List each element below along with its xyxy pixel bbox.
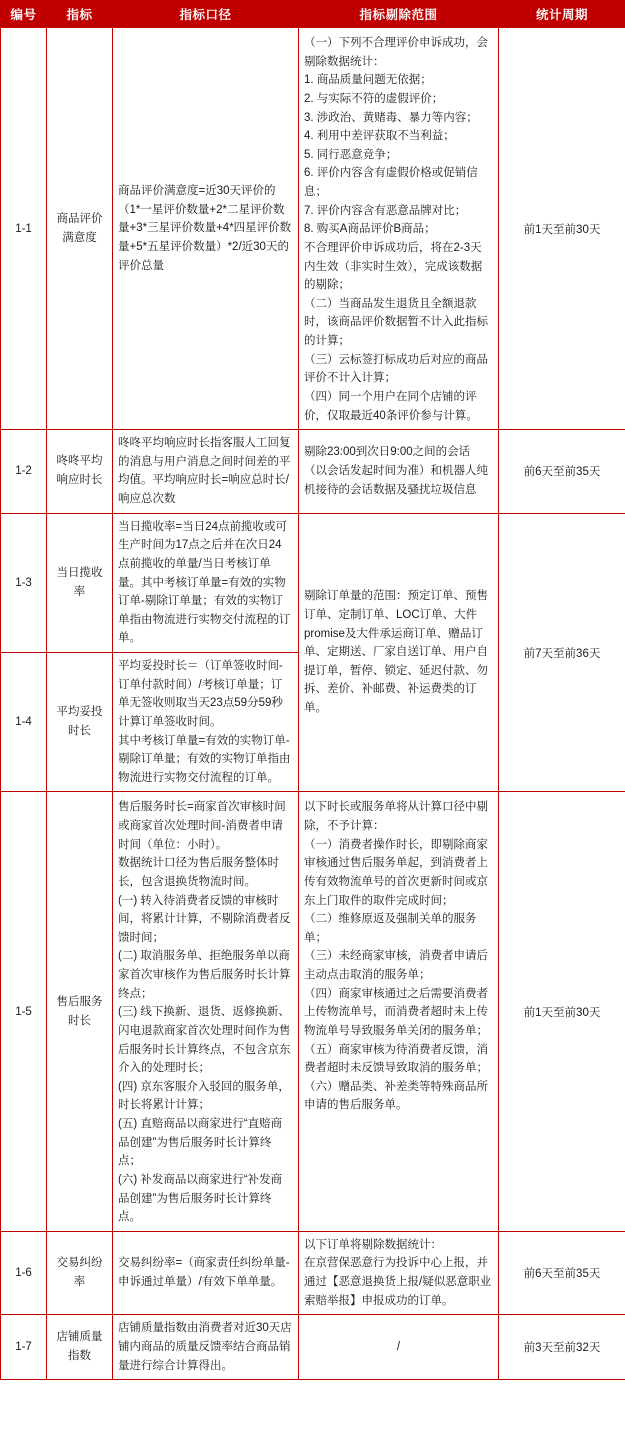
row-metric-name: 咚咚平均 响应时长 — [47, 430, 113, 514]
row-period: 前1天至前30天 — [499, 28, 625, 430]
row-number: 1-4 — [1, 653, 47, 792]
table-row — [1, 513, 625, 652]
header-row — [1, 1, 625, 28]
row-period-merged: 前7天至前36天 — [499, 513, 625, 792]
row-definition: 店铺质量指数由消费者对近30天店铺内商品的质量反馈率结合商品销量进行综合计算得出。 — [113, 1315, 299, 1380]
row-metric-name: 店铺质量 指数 — [47, 1315, 113, 1380]
column-header-num: 编号 — [1, 1, 47, 28]
row-metric-name: 商品评价 满意度 — [47, 28, 113, 430]
row-definition: 平均妥投时长＝（订单签收时间-订单付款时间）/考核订单量；订单无签收则取当天23点59分59秒计算订单签收时间。 其中考核订单量=有效的实物订单-剔除订单量；有效的实物订单指由物流进行实物交付流程的订单。 — [113, 653, 299, 792]
row-exclusion: 以下订单将剔除数据统计： 在京营保恶意行为投诉中心上报，并通过【恶意退换货上报/疑似恶意职业索赔举报】申报成功的订单。 — [299, 1231, 499, 1315]
row-number: 1-5 — [1, 792, 47, 1231]
row-exclusion: （一）下列不合理评价申诉成功，会剔除数据统计： 1. 商品质量问题无依据； 2. 与实际不符的虚假评价； 3. 涉政治、黄赌毒、暴力等内容； 4. 利用中差评获取不当利益； 5. 同行恶意竞争； 6. 评价内容含有虚假价格或促销信息； 7. 评价内容含有恶意品牌对比； 8. 购买A商品评价B商品； 不合理评价申诉成功后，将在2-3天内生效（非实时生效），完成该数据的剔除； （二）当商品发生退货且全额退款时，该商品评价数据暂不计入此指标的计算； （三）云标签打标成功后对应的商品评价不计入计算； （四）同一个用户在同个店铺的评价，仅取最近40条评价参与计算。 — [299, 28, 499, 430]
row-metric-name: 售后服务 时长 — [47, 792, 113, 1231]
row-metric-name: 平均妥投 时长 — [47, 653, 113, 792]
column-header-exclusion: 指标剔除范围 — [299, 1, 499, 28]
table-row — [1, 430, 625, 514]
column-header-metric: 指标 — [47, 1, 113, 28]
row-exclusion: 以下时长或服务单将从计算口径中剔除，不予计算： （一）消费者操作时长，即剔除商家审核通过售后服务单起，到消费者上传有效物流单号的首次更新时间或京东上门取件的取件完成时间； （二）维修原返及强制关单的服务单； （三）未经商家审核，消费者申请后主动点击取消的服务单； （四）商家审核通过之后需要消费者上传物流单号，而消费者超时未上传物流单号导致服务单关闭的服务单； （五）商家审核为待消费者反馈，消费者超时未反馈导致取消的服务单； （六）赠品类、补差类等特殊商品所申请的售后服务单。 — [299, 792, 499, 1231]
row-exclusion: / — [299, 1315, 499, 1380]
row-exclusion: 剔除23:00到次日9:00之间的会话（以会话发起时间为准）和机器人纯机接待的会话数据及骚扰垃圾信息 — [299, 430, 499, 514]
row-metric-name: 当日揽收 率 — [47, 513, 113, 652]
table-row — [1, 1231, 625, 1315]
row-period: 前3天至前32天 — [499, 1315, 625, 1380]
row-definition: 交易纠纷率=（商家责任纠纷单量-申诉通过单量）/有效下单单量。 — [113, 1231, 299, 1315]
row-number: 1-3 — [1, 513, 47, 652]
row-number: 1-6 — [1, 1231, 47, 1315]
row-period: 前6天至前35天 — [499, 430, 625, 514]
row-number: 1-1 — [1, 28, 47, 430]
row-number: 1-7 — [1, 1315, 47, 1380]
row-metric-name: 交易纠纷 率 — [47, 1231, 113, 1315]
table-row — [1, 792, 625, 1231]
table-row — [1, 28, 625, 430]
row-period: 前1天至前30天 — [499, 792, 625, 1231]
row-number: 1-2 — [1, 430, 47, 514]
table-header — [1, 1, 625, 28]
row-definition: 商品评价满意度=近30天评价的（1*一星评价数量+2*二星评价数量+3*三星评价数量+4*四星评价数量+5*五星评价数量）*2/近30天的评价总量 — [113, 28, 299, 430]
row-period: 前6天至前35天 — [499, 1231, 625, 1315]
column-header-period: 统计周期 — [499, 1, 625, 28]
row-exclusion-merged: 剔除订单量的范围：预定订单、预售订单、定制订单、LOC订单、大件promise及大件承运商订单、赠品订单、定期送、厂家自送订单、用户自提订单，暂停、锁定、延迟付款、勿拆、差价、补邮费、补运费类的订单。 — [299, 513, 499, 792]
row-definition: 售后服务时长=商家首次审核时间或商家首次处理时间-消费者申请时间（单位：小时）。 数据统计口径为售后服务整体时长，包含退换货物流时间。 (一) 转入待消费者反馈的审核时间，将累计计算，不剔除消费者反馈时间； (二) 取消服务单、拒绝服务单以商家首次审核作为售后服务时长计算终点； (三) 线下换新、退货、返修换新、闪电退款商家首次处理时间作为售后服务时长计算终点，不包含京东介入的处理时长； (四) 京东客服介入驳回的服务单，时长将累计计算； (五) 直赔商品以商家进行“直赔商品创建”为售后服务时长计算终点； (六) 补发商品以商家进行“补发商品创建”为售后服务时长计算终点。 — [113, 792, 299, 1231]
row-definition: 当日揽收率=当日24点前揽收或可生产时间为17点之后并在次日24点前揽收的单量/当日考核订单量。其中考核订单量=有效的实物订单-剔除订单量；有效的实物订单指由物流进行实物交付流程的订单。 — [113, 513, 299, 652]
table-row — [1, 1315, 625, 1380]
row-definition: 咚咚平均响应时长指客服人工回复的消息与用户消息之间时间差的平均值。平均响应时长=响应总时长/响应总次数 — [113, 430, 299, 514]
column-header-definition: 指标口径 — [113, 1, 299, 28]
table-body — [1, 28, 625, 1380]
